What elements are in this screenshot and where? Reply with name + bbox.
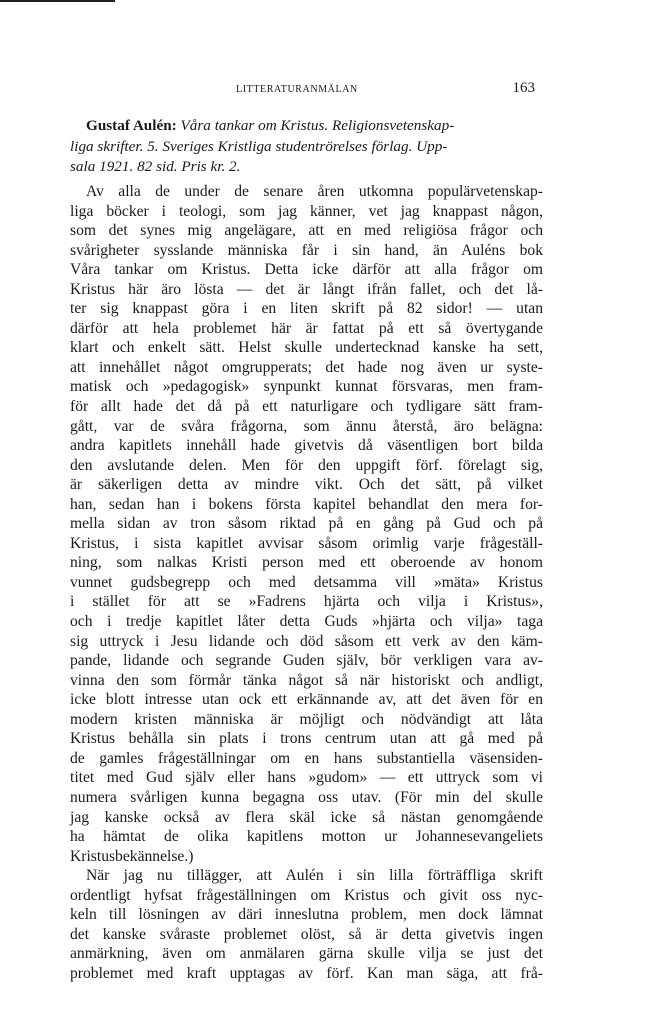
text-line: vunnet gudsbegrepp och med detsamma vill »mäta» Kristus bbox=[70, 573, 543, 591]
text-line: När jag nu tillägger, att Aulén i sin lilla förträffliga skrift bbox=[86, 867, 543, 885]
scan-edge-mark bbox=[0, 0, 115, 2]
running-head bbox=[70, 80, 543, 100]
text-line: ha hämtat de olika kapitlens motton ur Johannesevangeliets bbox=[70, 828, 543, 846]
text-line: och i tredje kapitlet låter detta Guds »hjärta och vilja» taga bbox=[70, 613, 543, 631]
text-line: han, sedan han i bokens första kapitel behandlat den mera for- bbox=[70, 495, 543, 513]
text-line: ordentligt hyfsat frågeställningen om Kristus och givit oss nyc- bbox=[70, 886, 543, 904]
citation-line-1 bbox=[70, 116, 543, 137]
text-line: därför att hela problemet här är fattat på ett så övertygande bbox=[70, 319, 543, 337]
text-line: klart och enkelt sätt. Helst skulle undertecknad kanske ha sett, bbox=[70, 339, 543, 357]
citation-line-2: liga skrifter. 5. Sveriges Kristliga studentrörelses förlag. Upp- bbox=[70, 137, 448, 155]
text-line: de gamles frågeställningar om en hans substantiella väsensiden- bbox=[70, 749, 543, 767]
text-line: andra kapitlets innehåll hade givetvis då väsentligen bort bilda bbox=[70, 437, 543, 455]
text-line: anmärkning, även om anmälaren gärna skulle vilja se just det bbox=[70, 945, 543, 963]
text-line: sig uttryck i Jesu lidande och död såsom ett verk av den käm- bbox=[70, 632, 543, 650]
book-citation bbox=[70, 116, 543, 178]
text-line: är säkerligen detta av mindre vikt. Och det sätt, på vilket bbox=[70, 476, 543, 494]
text-line: Kristusbekännelse.) bbox=[70, 847, 194, 865]
text-line: vinna den som förmår tänka något så när historiskt och andligt, bbox=[70, 671, 543, 689]
text-line: problemet med kraft upptagas av förf. Kan man säga, att frå- bbox=[70, 964, 543, 982]
text-line: jag kanske också av flera skäl icke så nästan genomgående bbox=[70, 808, 543, 826]
text-line: det kanske svåraste problemet olöst, så är detta givetvis ingen bbox=[70, 925, 543, 943]
text-line: Kristus behålla sin plats i trons centrum utan att gå med på bbox=[70, 730, 543, 748]
citation-author: Gustaf Aulén: bbox=[86, 117, 177, 134]
citation-line-3: sala 1921. 82 sid. Pris kr. 2. bbox=[70, 158, 241, 175]
running-head-title: LITTERATURANMÄLAN bbox=[236, 84, 358, 95]
text-line: ter sig knappast göra i en liten skrift på 82 sidor! — utan bbox=[70, 300, 543, 318]
text-line: keln till lösningen av däri inneslutna problem, men dock lämnat bbox=[70, 906, 543, 924]
text-line: för allt hade det då på ett naturligare och tydligare sätt fram- bbox=[70, 398, 543, 416]
text-line: titet med Gud själv eller hans »gudom» — ett uttryck som vi bbox=[70, 769, 543, 787]
text-line: den avslutande delen. Men för den uppgift förf. förelagt sig, bbox=[70, 456, 543, 474]
text-line: mella sidan av tron såsom riktad på en gång på Gud och på bbox=[70, 515, 543, 533]
text-line: som det synes mig angelägare, att en med religiösa frågor och bbox=[70, 222, 543, 240]
text-line: Kristus här äro lösta — det är långt ifrån fallet, och det lå- bbox=[70, 280, 543, 298]
text-line: Våra tankar om Kristus. Detta icke därför att alla frågor om bbox=[70, 261, 543, 279]
text-line: numera svårligen kunna begagna oss utav. (För min del skulle bbox=[70, 788, 543, 806]
text-line: liga böcker i teologi, som jag känner, vet jag knappast någon, bbox=[70, 202, 543, 220]
text-line: icke blott intresse utan ock ett erkännande av, att det även för en bbox=[70, 691, 543, 709]
text-line: Kristus, i sista kapitlet avvisar såsom orimlig varje frågeställ- bbox=[70, 534, 543, 552]
text-line: Av alla de under de senare åren utkomna populärvetenskap- bbox=[86, 183, 543, 200]
citation-title: Våra tankar om Kristus. Religionsvetenskap- bbox=[180, 117, 455, 134]
text-line: matisk och »pedagogisk» synpunkt kunnat försvaras, men fram- bbox=[70, 378, 543, 396]
text-line: modern kristen människa är möjligt och nödvändigt att låta bbox=[70, 710, 543, 728]
text-line: gått, var de svåra frågorna, som ännu återstå, äro belägna: bbox=[70, 417, 543, 435]
page-number: 163 bbox=[512, 80, 535, 96]
text-line: pande, lidande och segrande Guden själv, bör verkligen vara av- bbox=[70, 652, 543, 670]
text-line: svårigheter sysslande människa får i sin hand, än Auléns bok bbox=[70, 241, 543, 259]
text-line: i stället för att se »Fadrens hjärta och vilja i Kristus», bbox=[70, 593, 543, 611]
review-body bbox=[70, 182, 543, 983]
text-line: ning, som nalkas Kristi person med ett oberoende av honom bbox=[70, 554, 543, 572]
text-line: att innehållet något omgrupperats; det hade nog även ur syste- bbox=[70, 358, 543, 376]
